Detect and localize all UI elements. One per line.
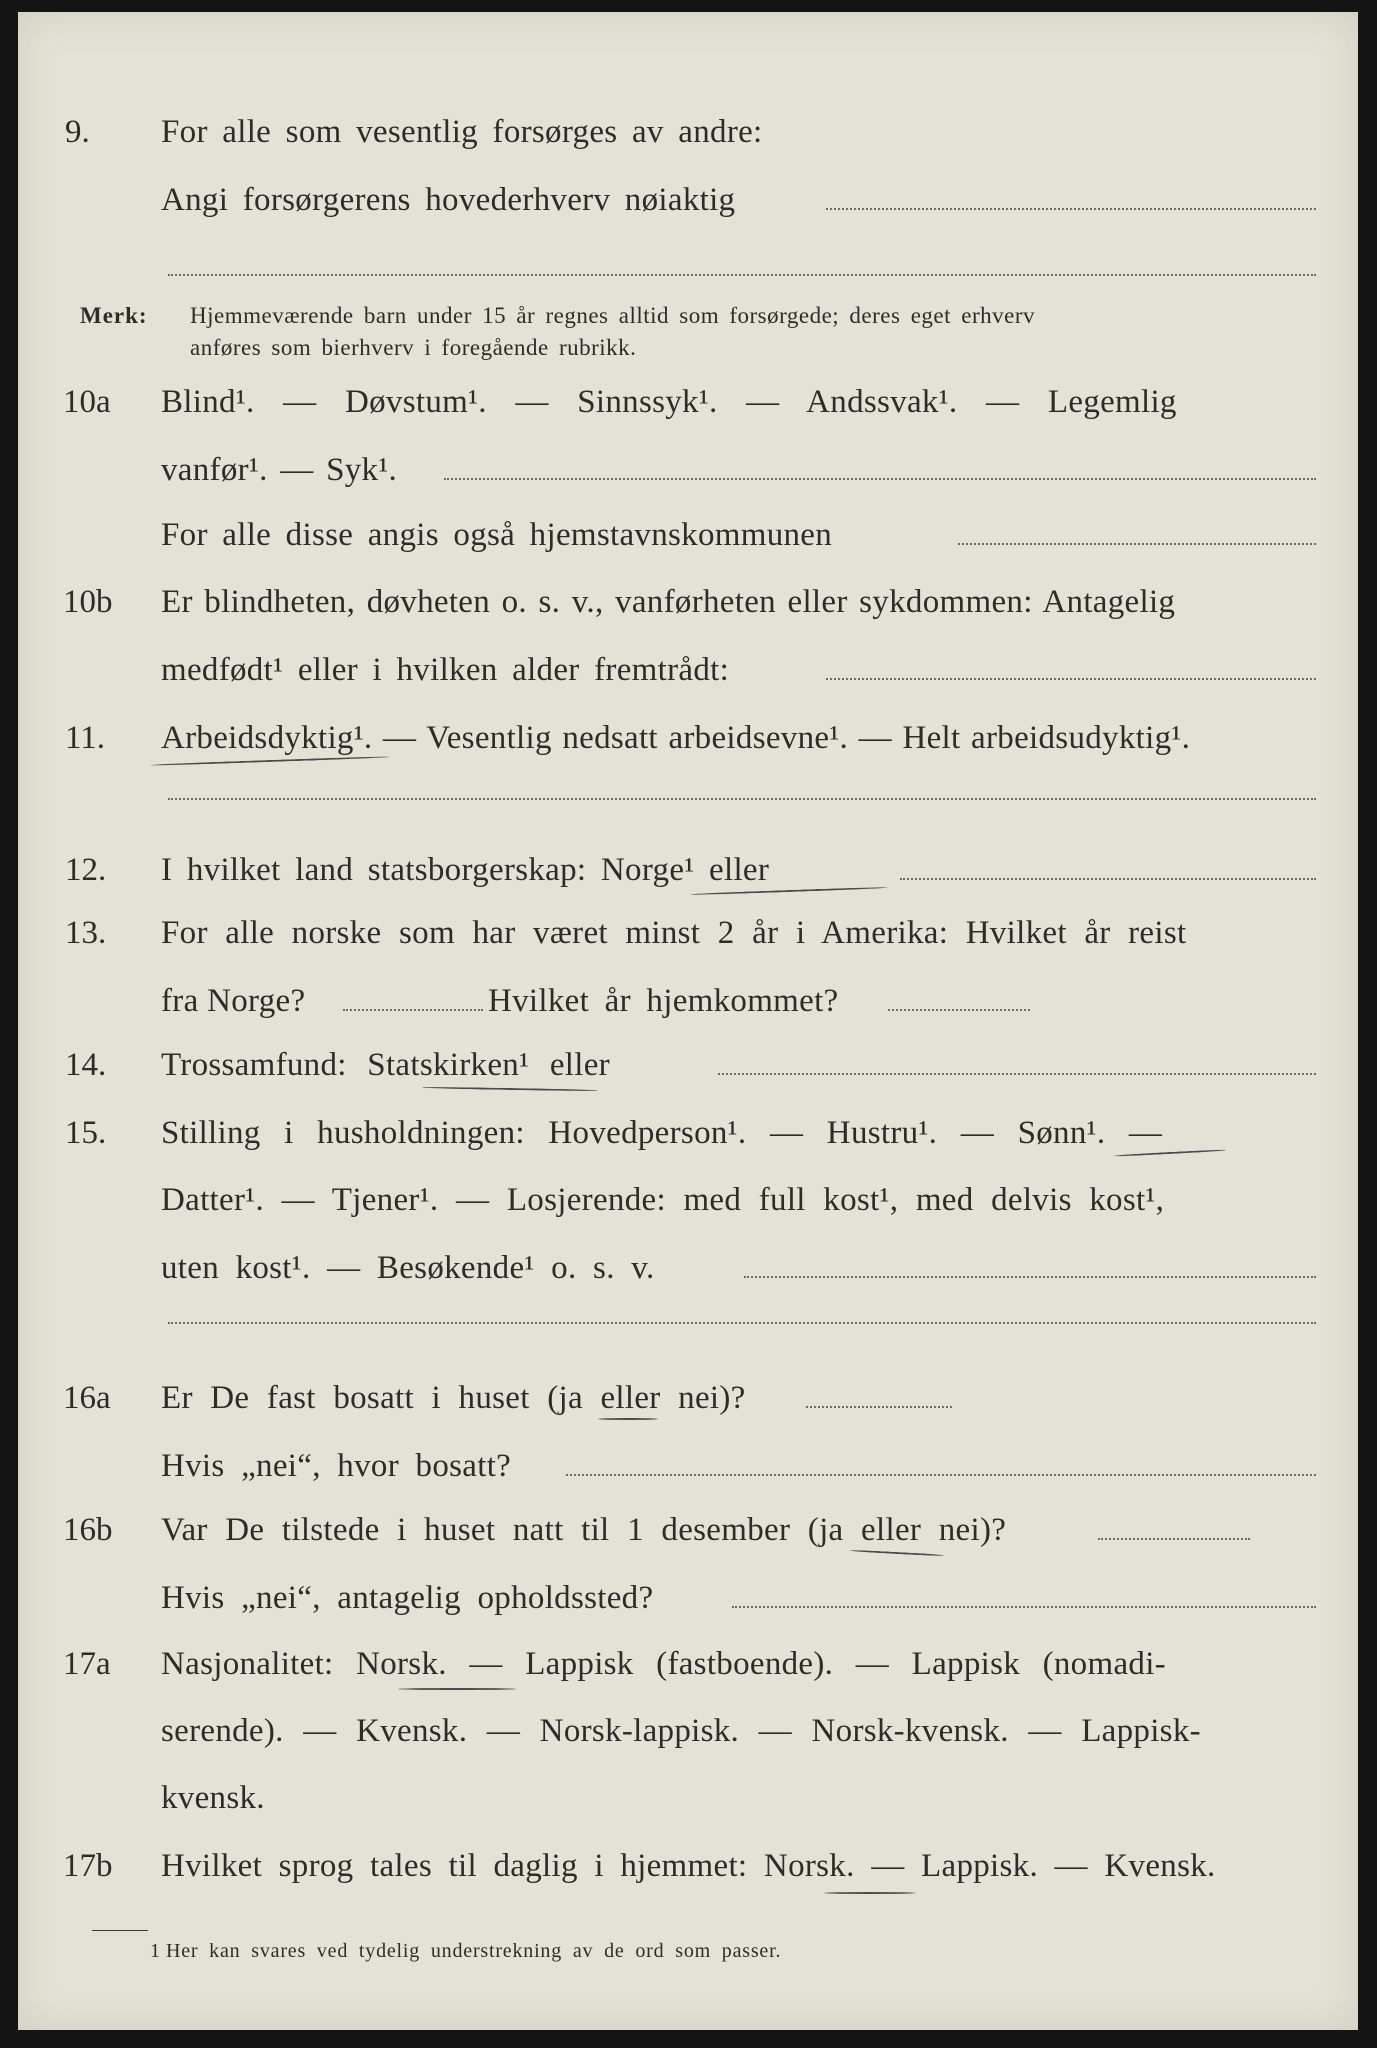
q16a-line1: Er De fast bosatt i huset (ja eller nei)? [161, 1380, 746, 1416]
footnote-mark: 1 [150, 1940, 161, 1962]
q12-number: 12. [65, 852, 107, 888]
q16a-number: 16a [63, 1380, 111, 1416]
q12-line1: I hvilket land statsborgerskap: Norge¹ eller [161, 852, 770, 888]
q14-handwritten-underline [422, 1086, 598, 1091]
q9-answer-line [826, 208, 1316, 210]
q17a-line3: kvensk. [161, 1780, 265, 1816]
q10a-municipality-line [958, 543, 1316, 545]
q10a-line3: For alle disse angis også hjemstavnskommunen [161, 517, 833, 553]
q10b-number: 10b [63, 584, 113, 620]
q11-line1: Arbeidsdyktig¹. — Vesentlig nedsatt arbeidsevne¹. — Helt arbeidsudyktig¹. [161, 720, 1191, 756]
q10b-line1: Er blindheten, døvheten o. s. v., vanførheten eller sykdommen: Antagelig [161, 584, 1176, 620]
q17b-number: 17b [63, 1848, 113, 1884]
q17a-number: 17a [63, 1646, 111, 1682]
q16a-line2: Hvis „nei“, hvor bosatt? [161, 1448, 512, 1484]
q9-line1: For alle som vesentlig forsørges av andre: [161, 114, 763, 150]
q17b-handwritten-underline [824, 1892, 916, 1894]
q17b-line1: Hvilket sprog tales til daglig i hjemmet: Norsk. — Lappisk. — Kvensk. [161, 1848, 1216, 1884]
q10b-answer-line [826, 678, 1316, 680]
q16a-answer-line [806, 1406, 952, 1408]
q9-line2: Angi forsørgerens hovederhverv nøiaktig [161, 182, 736, 218]
footnote-rule [92, 1930, 148, 1931]
q13-line1: For alle norske som har været minst 2 år i Amerika: Hvilket år reist [161, 915, 1187, 951]
q11-number: 11. [65, 720, 106, 756]
q17a-handwritten-underline [398, 1688, 516, 1690]
q15-number: 15. [65, 1115, 107, 1151]
q13-line2b: Hvilket år hjemkommet? [488, 983, 839, 1019]
q16b-answer-line [1098, 1538, 1250, 1540]
q15-line3: uten kost¹. — Besøkende¹ o. s. v. [161, 1250, 655, 1286]
q9-answer-line-2 [168, 274, 1316, 276]
q15-answer-line [744, 1276, 1316, 1278]
footnote-text: Her kan svares ved tydelig understrekning av de ord som passer. [166, 1940, 782, 1962]
q9-number: 9. [65, 114, 90, 150]
q16b-handwritten-underline [850, 1550, 944, 1557]
q16b-number: 16b [63, 1512, 113, 1548]
q16a-handwritten-underline [598, 1418, 658, 1420]
q15-answer-line-2 [168, 1322, 1316, 1324]
merk-line2: anføres som bierhverv i foregående rubrikk. [190, 335, 637, 360]
q10a-line2: vanfør¹. — Syk¹. [161, 452, 398, 488]
q13-line2a: fra Norge? [161, 983, 306, 1019]
q17a-line2: serende). — Kvensk. — Norsk-lappisk. — Norsk-kvensk. — Lappisk- [161, 1713, 1201, 1749]
q13-year-returned-line [888, 1009, 1030, 1011]
q15-line2: Datter¹. — Tjener¹. — Losjerende: med full kost¹, med delvis kost¹, [161, 1182, 1165, 1218]
q16b-location-line [732, 1606, 1316, 1608]
census-form-page [18, 12, 1358, 2030]
q10a-line1: Blind¹. — Døvstum¹. — Sinnssyk¹. — Andssvak¹. — Legemlig [161, 384, 1177, 420]
q10a-answer-line [444, 478, 1316, 480]
q13-year-left-line [343, 1009, 483, 1011]
q14-number: 14. [65, 1047, 107, 1083]
q10b-line2: medfødt¹ eller i hvilken alder fremtrådt: [161, 652, 730, 688]
merk-line1: Hjemmeværende barn under 15 år regnes alltid som forsørgede; deres eget erhverv [190, 303, 1035, 328]
q13-number: 13. [65, 915, 107, 951]
q14-line1: Trossamfund: Statskirken¹ eller [161, 1047, 610, 1083]
q14-answer-line [718, 1073, 1316, 1075]
q17a-line1: Nasjonalitet: Norsk. — Lappisk (fastboende). — Lappisk (nomadi- [161, 1646, 1166, 1682]
q16a-residence-line [566, 1474, 1316, 1476]
merk-label: Merk: [80, 303, 148, 328]
q15-line1: Stilling i husholdningen: Hovedperson¹. — Hustru¹. — Sønn¹. — [161, 1115, 1163, 1151]
q16b-line1: Var De tilstede i huset natt til 1 desember (ja eller nei)? [161, 1512, 1007, 1548]
q11-handwritten-underline [150, 756, 390, 766]
q12-answer-line [900, 878, 1316, 880]
q11-answer-line [168, 798, 1316, 800]
q10a-number: 10a [63, 384, 111, 420]
q16b-line2: Hvis „nei“, antagelig opholdssted? [161, 1580, 654, 1616]
